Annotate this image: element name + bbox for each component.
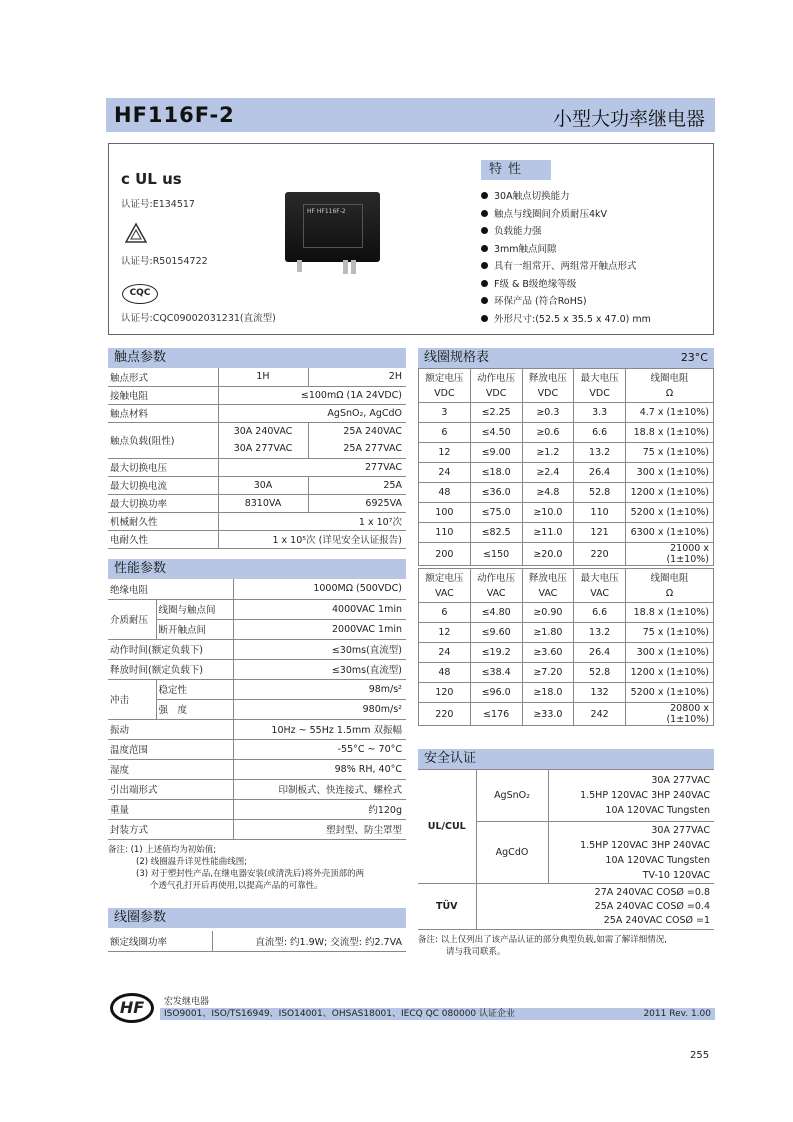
table-cell: ≥33.0	[522, 703, 574, 726]
tuv-triangle-icon	[125, 222, 147, 244]
performance-table	[108, 579, 406, 840]
coil-dc-table	[418, 368, 714, 566]
table-cell: 48	[419, 663, 471, 683]
table-header-row	[419, 569, 714, 603]
bullet-icon	[481, 262, 488, 269]
table-cell: 75 x (1±10%)	[626, 443, 714, 463]
column-header: 额定电压 VAC	[419, 569, 471, 603]
table-cell: ≤150	[470, 543, 522, 566]
table-cell: 48	[419, 483, 471, 503]
footer-bar	[160, 1008, 715, 1020]
table-cell: ≥2.4	[522, 463, 574, 483]
table-row: 触点负载(阻性) 30A 240VAC 25A 240VAC	[108, 422, 406, 440]
page-header	[106, 98, 715, 132]
table-cell: 300 x (1±10%)	[626, 463, 714, 483]
table-row	[419, 643, 714, 663]
table-row: 触点形式 1H 2H	[108, 368, 406, 386]
table-cell: 110	[419, 523, 471, 543]
bullet-icon	[481, 315, 488, 322]
table-cell: 6300 x (1±10%)	[626, 523, 714, 543]
tuv-cert-number: 认证号:R50154722	[121, 256, 208, 267]
feature-item: 触点与线圈间介质耐压4kV	[481, 206, 651, 224]
coil-ac-table	[418, 568, 714, 726]
column-header: 最大电压 VAC	[574, 569, 626, 603]
table-row: UL/CUL AgSnO₂ 30A 277VAC 1.5HP 120VAC 3HP 240VAC 10A 120VAC Tungsten	[418, 770, 714, 822]
table-cell: 220	[419, 703, 471, 726]
table-row: 断开触点间 2000VAC 1min	[108, 619, 406, 639]
table-row: 最大切换电压 277VAC	[108, 458, 406, 476]
hf-logo: HF	[110, 993, 154, 1023]
table-cell: ≥7.20	[522, 663, 574, 683]
table-row: 额定线圈功率 直流型: 约1.9W; 交流型: 约2.7VA	[108, 931, 406, 951]
model-title: HF116F-2	[114, 103, 235, 127]
ul-cert-number: 认证号:E134517	[121, 199, 195, 210]
table-cell: ≥0.90	[522, 603, 574, 623]
table-row: 最大切换功率 8310VA 6925VA	[108, 494, 406, 512]
coil-spec-title: 线圈规格表	[424, 350, 490, 365]
coil-params-section	[108, 908, 406, 952]
company-name: 宏发继电器	[164, 997, 210, 1007]
table-cell: ≤2.25	[470, 403, 522, 423]
table-row	[419, 483, 714, 503]
table-row	[419, 523, 714, 543]
table-cell: 121	[574, 523, 626, 543]
table-cell: 220	[574, 543, 626, 566]
feature-item: 具有一组常开、两组常开触点形式	[481, 258, 651, 276]
table-cell: 75 x (1±10%)	[626, 623, 714, 643]
performance-section	[108, 559, 406, 892]
agcdo-ratings: 30A 277VAC 1.5HP 120VAC 3HP 240VAC 10A 120VAC Tungsten TV-10 120VAC	[548, 822, 714, 884]
product-subtitle: 小型大功率继电器	[552, 108, 705, 130]
table-row: 振动 10Hz ~ 55Hz 1.5mm 双振幅	[108, 719, 406, 739]
table-cell: ≥11.0	[522, 523, 574, 543]
column-header: 线圈电阻 Ω	[626, 369, 714, 403]
table-row	[419, 403, 714, 423]
table-cell: 4.7 x (1±10%)	[626, 403, 714, 423]
table-cell: 52.8	[574, 483, 626, 503]
table-cell: 12	[419, 443, 471, 463]
feature-item: 30A触点切换能力	[481, 188, 651, 206]
table-cell: ≤19.2	[470, 643, 522, 663]
revision: 2011 Rev. 1.00	[643, 1009, 711, 1019]
column-header: 最大电压 VDC	[574, 369, 626, 403]
coil-spec-section	[418, 348, 714, 726]
feature-item: 外形尺寸:(52.5 x 35.5 x 47.0) mm	[481, 311, 651, 329]
table-row: 动作时间(额定负载下) ≤30ms(直流型)	[108, 639, 406, 659]
safety-table	[418, 769, 714, 930]
column-header: 动作电压 VAC	[470, 569, 522, 603]
table-row	[419, 423, 714, 443]
table-cell: 6.6	[574, 603, 626, 623]
table-row: 湿度 98% RH, 40°C	[108, 759, 406, 779]
contact-table	[108, 368, 406, 549]
table-row	[419, 683, 714, 703]
table-row: 绝缘电阻 1000MΩ (500VDC)	[108, 579, 406, 599]
feature-item: F级 & B级绝缘等级	[481, 276, 651, 294]
table-cell: ≤18.0	[470, 463, 522, 483]
table-cell: 132	[574, 683, 626, 703]
agsno2-ratings: 30A 277VAC 1.5HP 120VAC 3HP 240VAC 10A 120VAC Tungsten	[548, 770, 714, 822]
table-row	[419, 543, 714, 566]
coil-spec-temp: 23°C	[680, 351, 708, 364]
table-row	[419, 623, 714, 643]
bullet-icon	[481, 297, 488, 304]
intro-panel	[108, 143, 714, 335]
table-cell: ≥0.6	[522, 423, 574, 443]
table-row	[419, 503, 714, 523]
table-row	[419, 463, 714, 483]
table-cell: 13.2	[574, 443, 626, 463]
table-row: 封装方式 塑封型、防尘罩型	[108, 819, 406, 839]
table-cell: 18.8 x (1±10%)	[626, 603, 714, 623]
table-row: 强 度 980m/s²	[108, 699, 406, 719]
table-cell: ≤96.0	[470, 683, 522, 703]
table-cell: ≤4.80	[470, 603, 522, 623]
contact-section	[108, 348, 406, 549]
table-cell: 18.8 x (1±10%)	[626, 423, 714, 443]
table-row: 电耐久性 1 x 10⁵次 (详见安全认证报告)	[108, 530, 406, 548]
table-cell: ≤9.00	[470, 443, 522, 463]
table-row: 温度范围 -55°C ~ 70°C	[108, 739, 406, 759]
table-row: TÜV 27A 240VAC COSØ =0.8 25A 240VAC COSØ =0.4 25A 240VAC COSØ =1	[418, 884, 714, 930]
table-cell: 6	[419, 603, 471, 623]
table-cell: ≤75.0	[470, 503, 522, 523]
features-title: 特性	[481, 160, 551, 180]
table-cell: 6	[419, 423, 471, 443]
table-header-row	[419, 369, 714, 403]
table-row: 触点材料 AgSnO₂, AgCdO	[108, 404, 406, 422]
column-header: 线圈电阻 Ω	[626, 569, 714, 603]
table-cell: 1200 x (1±10%)	[626, 663, 714, 683]
table-cell: 120	[419, 683, 471, 703]
safety-title: 安全认证	[418, 749, 714, 769]
bullet-icon	[481, 210, 488, 217]
safety-section	[418, 749, 714, 958]
bullet-icon	[481, 192, 488, 199]
table-cell: 26.4	[574, 463, 626, 483]
table-cell: 5200 x (1±10%)	[626, 683, 714, 703]
table-cell: 1200 x (1±10%)	[626, 483, 714, 503]
table-cell: ≤82.5	[470, 523, 522, 543]
table-cell: ≤4.50	[470, 423, 522, 443]
table-cell: 52.8	[574, 663, 626, 683]
cqc-cert-number: 认证号:CQC09002031231(直流型)	[121, 313, 276, 324]
table-cell: 24	[419, 463, 471, 483]
table-row: 引出端形式 印制板式、快连接式、螺栓式	[108, 779, 406, 799]
bullet-icon	[481, 245, 488, 252]
table-cell: ≥18.0	[522, 683, 574, 703]
table-cell: 242	[574, 703, 626, 726]
table-cell: 300 x (1±10%)	[626, 643, 714, 663]
safety-note: 备注: 以上仅列出了该产品认证的部分典型负载,如需了解详细情况, 请与我司联系。	[418, 935, 667, 957]
table-cell: 6.6	[574, 423, 626, 443]
table-cell: 24	[419, 643, 471, 663]
table-row: 接触电阻 ≤100mΩ (1A 24VDC)	[108, 386, 406, 404]
relay-product-image: HF HF116F-2	[285, 192, 380, 262]
feature-item: 负载能力强	[481, 223, 651, 241]
column-header: 释放电压 VDC	[522, 369, 574, 403]
table-cell: ≤176	[470, 703, 522, 726]
table-cell: 110	[574, 503, 626, 523]
table-cell: ≥10.0	[522, 503, 574, 523]
table-row: 30A 277VAC 25A 277VAC	[108, 440, 406, 458]
table-cell: 5200 x (1±10%)	[626, 503, 714, 523]
table-cell: ≥3.60	[522, 643, 574, 663]
table-row	[419, 663, 714, 683]
column-header: 动作电压 VDC	[470, 369, 522, 403]
table-row: 介质耐压 线圈与触点间 4000VAC 1min	[108, 599, 406, 619]
column-header: 额定电压 VDC	[419, 369, 471, 403]
table-cell: 13.2	[574, 623, 626, 643]
table-row	[419, 443, 714, 463]
table-cell: ≤9.60	[470, 623, 522, 643]
feature-item: 环保产品 (符合RoHS)	[481, 293, 651, 311]
table-row: 机械耐久性 1 x 10⁷次	[108, 512, 406, 530]
table-row: 最大切换电流 30A 25A	[108, 476, 406, 494]
cqc-logo: CQC	[122, 284, 158, 304]
table-cell: 20800 x (1±10%)	[626, 703, 714, 726]
table-row: AgCdO 30A 277VAC 1.5HP 120VAC 3HP 240VAC 10A 120VAC Tungsten TV-10 120VAC	[418, 822, 714, 884]
table-cell: 21000 x (1±10%)	[626, 543, 714, 566]
bullet-icon	[481, 280, 488, 287]
table-row: 冲击 稳定性 98m/s²	[108, 679, 406, 699]
table-cell: ≥1.2	[522, 443, 574, 463]
table-cell: ≥0.3	[522, 403, 574, 423]
table-cell: ≥20.0	[522, 543, 574, 566]
table-row: 重量 约120g	[108, 799, 406, 819]
table-cell: 26.4	[574, 643, 626, 663]
feature-item: 3mm触点间隙	[481, 241, 651, 259]
table-cell: ≤36.0	[470, 483, 522, 503]
column-header: 释放电压 VAC	[522, 569, 574, 603]
table-cell: ≥4.8	[522, 483, 574, 503]
table-cell: 3	[419, 403, 471, 423]
table-row	[419, 603, 714, 623]
table-cell: ≤38.4	[470, 663, 522, 683]
page-number: 255	[690, 1050, 710, 1061]
performance-title: 性能参数	[108, 559, 406, 579]
table-cell: 200	[419, 543, 471, 566]
performance-notes: 备注: (1) 上述值均为初始值; (2) 线圈温升详见性能曲线图; (3) 对于塑封性产品,在继电器安装(或清洗后)将外壳顶部的两 个透气孔打开后再使用,以提高产品的可靠性。	[108, 844, 365, 891]
table-cell: 12	[419, 623, 471, 643]
table-row: 释放时间(额定负载下) ≤30ms(直流型)	[108, 659, 406, 679]
features-list	[481, 188, 651, 328]
table-cell: 100	[419, 503, 471, 523]
table-cell: 3.3	[574, 403, 626, 423]
table-cell: ≥1.80	[522, 623, 574, 643]
tuv-ratings: 27A 240VAC COSØ =0.8 25A 240VAC COSØ =0.4 25A 240VAC COSØ =1	[476, 884, 714, 930]
ul-logo: c UL us	[121, 170, 182, 188]
contact-title: 触点参数	[108, 348, 406, 368]
iso-certs: ISO9001、ISO/TS16949、ISO14001、OHSAS18001、IECQ QC 080000 认证企业	[164, 1009, 516, 1019]
bullet-icon	[481, 227, 488, 234]
table-row	[419, 703, 714, 726]
coil-params-title: 线圈参数	[108, 908, 406, 928]
